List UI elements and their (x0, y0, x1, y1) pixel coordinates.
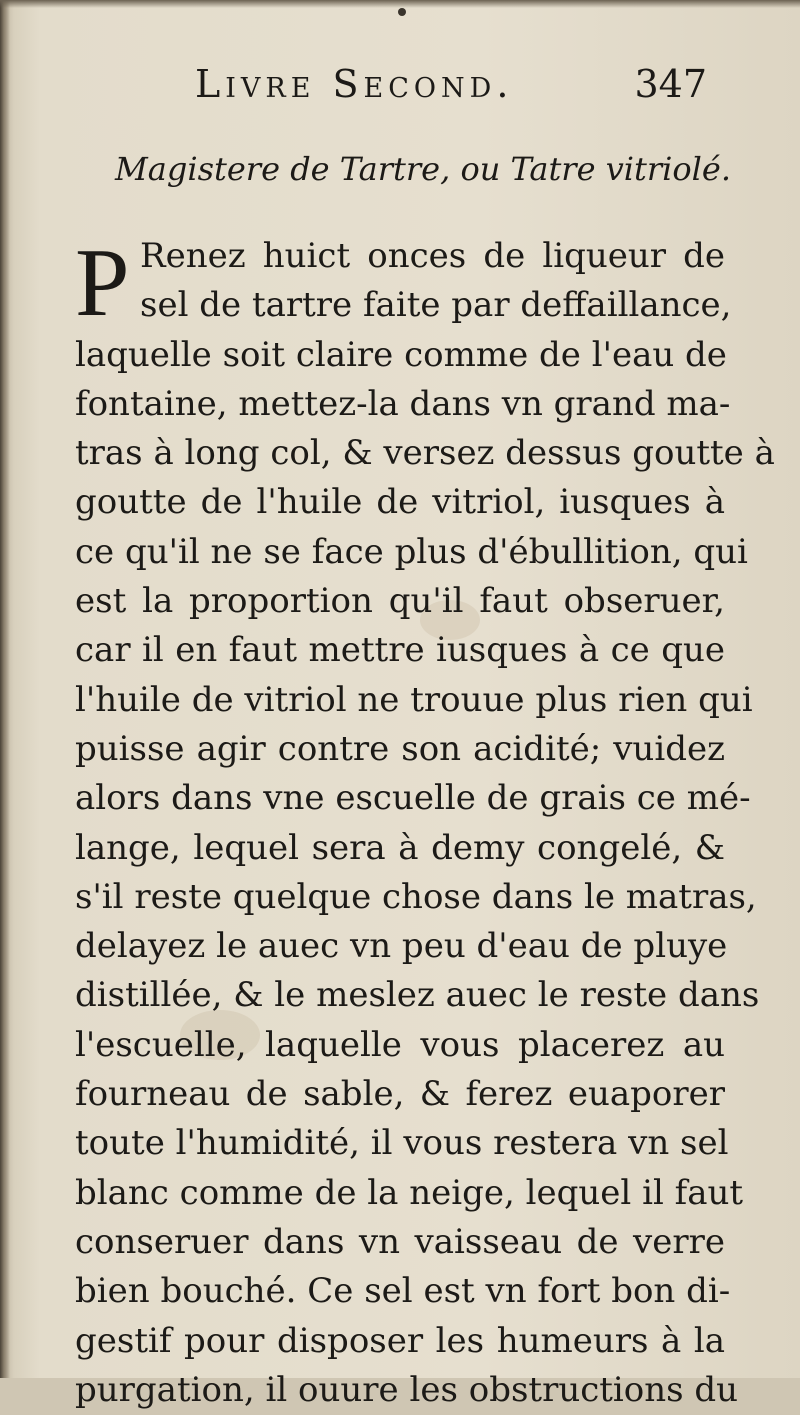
text-line: tras à long col, & versez dessus goutte à (75, 433, 775, 474)
text-line: purgation, il ouure les obstructions du (75, 1369, 739, 1410)
running-header (195, 62, 715, 112)
text-line: delayez le auec vn peu d'eau de pluye (75, 926, 728, 967)
text-line: distillée, & le meslez auec le reste dans (75, 975, 760, 1016)
text-line: sel de tartre faite par deffaillance, (140, 285, 732, 326)
text-line: car il en faut mettre iusques à ce que (75, 630, 725, 671)
ornament-dot (398, 8, 406, 16)
running-title: Livre Second. (195, 62, 514, 106)
text-line: s'il reste quelque chose dans le matras, (75, 876, 757, 917)
text-line: alors dans vne escuelle de grais ce mé- (75, 778, 751, 819)
text-line: Renez huict onces de liqueur de (140, 236, 725, 276)
text-line: conseruer dans vn vaisseau de verre (75, 1221, 725, 1262)
text-line: fontaine, mettez-la dans vn grand ma- (75, 383, 731, 424)
top-edge-shadow (0, 0, 800, 8)
text-line: l'escuelle, laquelle vous placerez au (75, 1024, 725, 1065)
text-line: est la proportion qu'il faut obseruer, (75, 581, 725, 622)
text-line: toute l'humidité, il vous restera vn sel (75, 1123, 729, 1164)
body-text (75, 229, 775, 1415)
text-line: lange, lequel sera à demy congelé, & (75, 827, 725, 868)
page-number: 347 (634, 62, 707, 106)
drop-cap: P (75, 229, 130, 337)
text-line: bien bouché. Ce sel est vn fort bon di- (75, 1271, 731, 1312)
text-line: fourneau de sable, & ferez euaporer (75, 1074, 725, 1115)
text-line: puisse agir contre son acidité; vuidez (75, 728, 725, 769)
text-line: blanc comme de la neige, lequel il faut (75, 1172, 744, 1213)
text-line: goutte de l'huile de vitriol, iusques à (75, 482, 725, 523)
text-line: laquelle soit claire comme de l'eau de (75, 334, 727, 375)
spine-shadow (0, 0, 10, 1378)
text-line: ce qu'il ne se face plus d'ébullition, qui (75, 531, 748, 572)
section-title: Magistere de Tartre, ou Tatre vitriolé. (115, 150, 732, 188)
text-line: gestif pour disposer les humeurs à la (75, 1320, 725, 1361)
text-line: l'huile de vitriol ne trouue plus rien qui (75, 679, 753, 720)
